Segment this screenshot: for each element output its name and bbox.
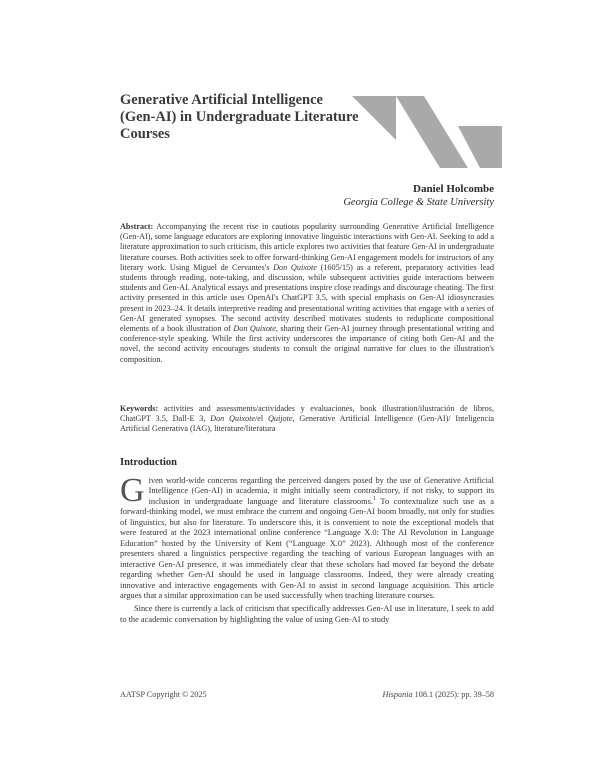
journal-name: Hispania <box>382 690 413 699</box>
copyright-notice: AATSP Copyright © 2025 <box>120 690 207 699</box>
abstract-label: Abstract: <box>120 222 154 231</box>
drop-cap: G <box>120 472 145 509</box>
decor-parallelogram <box>396 96 468 168</box>
author-affiliation: Georgia College & State University <box>343 197 494 208</box>
abstract-text: , sharing their Gen-AI journey through presentational writing and conference-style speaking. While the first activity underscores the importance of citing both Gen-AI and the novel, the second activity encourages students to consult the original narrative for clues to the illustration's composition. <box>120 324 494 364</box>
decor-triangle-right <box>458 126 502 168</box>
abstract-italic-title: Don Quixote <box>233 324 276 334</box>
paragraph-text: iven world-wide concerns regarding the perceived dangers posed by the use of Generative Artificial Intelligence (Gen-AI) in academia, it might initially seem contradictory, if not risky, to support its inclusion in undergraduate language and literature classrooms. <box>148 476 494 506</box>
abstract <box>120 222 494 365</box>
introduction-body <box>120 472 494 625</box>
keywords-label: Keywords: <box>120 404 159 413</box>
author-name: Daniel Holcombe <box>413 183 494 195</box>
keywords <box>120 404 494 435</box>
abstract-text: (1605/15) as a referent, preparatory activities lead students through reading, note-taking, and discussion, while subsequent activities guide interactions between students and Gen-AI. Analytical essays and presentations inspire close readings and discourage cheating. The first activity presented in this article uses OpenAI's ChatGPT 3.5, with special emphasis on Gen-AI idiosyncrasies present in 2023–24. It details interpretive reading and presentational writing activities that engage with a series of Gen-AI generated synopses. The second activity described motivates students to reduplicate compositional elements of a book illustration of <box>120 262 494 334</box>
keywords-text: /el <box>254 414 268 424</box>
paragraph <box>120 472 494 601</box>
paragraph: Since there is currently a lack of criticism that specifically addresses Gen-AI use in literature, I seek to add to the academic conversation by highlighting the value of using Gen-AI to study <box>120 604 494 624</box>
decor-triangle-left <box>352 96 396 140</box>
keywords-text: , Generative Artificial Intelligence (Gen-AI)/ Inteligencia Artificial Generativa (IAG), literature/literatura <box>120 414 494 434</box>
paragraph-text: To contextualize such use as a forward-thinking model, we must embrace the current and ongoing Gen-AI boom broadly, not only for studies of linguistics, but also for literature. To underscore this, it is convenient to note the exceptional models that were featured at the 2023 international online conference “Language X.0: The AI Revolution in Language Education” hosted by the University of Kent (“Language X.0” 2023). Although most of the conference presenters shared a linguistics perspective regarding the teaching of various European languages with an interactive Gen-AI presence, it was immediately clear that these scholars had moved far beyond the debate regarding whether Gen-AI should be used in language classrooms. Indeed, they were already creating innovative and interactive engagements with Gen-AI to assist in second language acquisition. This article argues that a similar approximation can be used successfully when teaching literature courses. <box>120 496 494 600</box>
decorative-shapes <box>352 96 502 168</box>
article-title: Generative Artificial Intelligence (Gen-AI) in Undergraduate Literature Courses <box>120 92 359 142</box>
footnote-marker[interactable]: 1 <box>372 496 376 503</box>
abstract-italic-title: Don Quixote <box>273 262 317 272</box>
journal-citation <box>383 690 494 699</box>
page-footer <box>120 690 494 699</box>
keywords-italic: Don Quixote <box>210 414 255 424</box>
abstract-text: Accompanying the recent rise in cautious popularity surrounding Generative Artificial Intelligence (Gen-AI), some language educators are exploring innovative linguistic interactions with Gen-AI. Seeking to add a literature approximation to such criticism, this article explores two activities that feature Gen-AI in undergraduate literature courses. Both activities seek to offer forward-thinking Gen-AI engagement models for instructors of any literary work. Using Miguel de Cervantes's <box>120 222 494 272</box>
keywords-text: activities and assessments/actividades y evaluaciones, book illustration/ilustración de libros, ChatGPT 3.5, Dall-E 3, <box>120 404 494 424</box>
section-heading-introduction: Introduction <box>120 457 177 468</box>
citation-details: 108.1 (2025): pp. 39–58 <box>412 690 494 699</box>
keywords-italic: Quijote <box>267 414 293 424</box>
